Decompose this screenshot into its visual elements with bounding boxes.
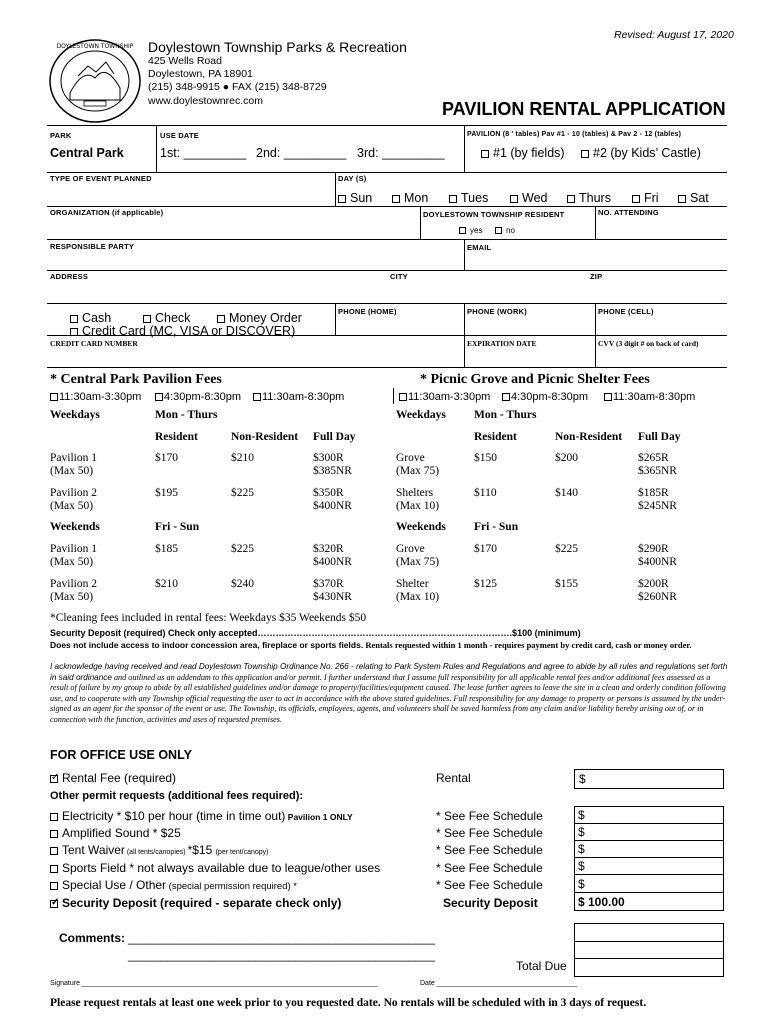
day-fri-label: Fri [644, 191, 659, 205]
row-full-nr: $400NR [313, 500, 352, 512]
access-note [50, 640, 730, 651]
row-nonres: $225 [231, 487, 254, 499]
checkbox-icon [567, 195, 575, 203]
resident-yes-label: yes [470, 226, 483, 235]
checkbox-icon [459, 227, 466, 234]
cvv-label: CVV (3 digit # on back of card) [598, 339, 699, 348]
checkbox-icon [143, 315, 151, 323]
picnic-time-3-label: 11:30am-8:30pm [613, 391, 696, 403]
row-res: $125 [474, 578, 497, 590]
township-seal-logo [48, 38, 142, 124]
page-title: PAVILION RENTAL APPLICATION [442, 99, 726, 119]
special-use-item[interactable] [50, 878, 297, 892]
picnic-time-1[interactable] [399, 391, 490, 403]
central-fullday-header: Full Day [313, 431, 356, 443]
security-amount-field: $ 100.00 [578, 895, 625, 909]
row-res: $110 [474, 487, 497, 499]
access-note-main: Does not include access to indoor concession area, fireplace or sports fields. [50, 640, 364, 650]
total-due-label: Total Due [516, 959, 567, 973]
day-thurs[interactable] [567, 191, 611, 205]
pay-credit-card-label: Credit Card (MC, VISA or DISCOVER) [82, 324, 296, 338]
comments-line-1[interactable]: ______________________________________________ [128, 931, 435, 945]
rental-label: Rental [436, 771, 471, 785]
office-use-title: FOR OFFICE USE ONLY [50, 748, 192, 762]
electricity-item[interactable] [50, 809, 353, 823]
central-time-2-label: 4:30pm-8:30pm [164, 391, 242, 403]
pay-check[interactable] [143, 311, 190, 325]
rental-fee-item[interactable] [50, 771, 176, 785]
picnic-mon-thurs: Mon - Thurs [474, 409, 537, 421]
row-nonres: $210 [231, 452, 254, 464]
signature-field[interactable]: Signature ____________________________________________________________________________ [50, 980, 378, 987]
picnic-time-3[interactable] [604, 391, 695, 403]
tent-waiver-unit: (per tent/canopy) [215, 849, 269, 856]
central-fees-title: * Central Park Pavilion Fees [50, 372, 222, 387]
row-res: $210 [155, 578, 178, 590]
revised-date: Revised: August 17, 2020 [614, 29, 734, 41]
checkbox-icon [70, 315, 78, 323]
resident-label: DOYLESTOWN TOWNSHIP RESIDENT [423, 210, 565, 219]
row-nonres: $140 [555, 487, 578, 499]
phone-home-label: PHONE (HOME) [338, 307, 397, 316]
responsible-party-label: RESPONSIBLE PARTY [50, 242, 135, 251]
security-deposit-right-label: Security Deposit [443, 896, 538, 910]
email-label: EMAIL [467, 243, 492, 252]
electricity-amount-field[interactable]: $ [578, 808, 585, 822]
row-full-nr: $385NR [313, 465, 352, 477]
checkbox-icon [217, 315, 225, 323]
checkbox-icon [253, 393, 261, 401]
picnic-time-2[interactable] [502, 391, 588, 403]
row-nonres: $240 [231, 578, 254, 590]
central-time-1[interactable] [50, 391, 141, 403]
day-tues-label: Tues [461, 191, 489, 205]
checkbox-icon [399, 393, 407, 401]
row-full-nr: $400NR [638, 556, 677, 568]
row-name: Shelter [396, 578, 429, 590]
credit-card-number-label: CREDIT CARD NUMBER [50, 339, 138, 348]
org-phone: (215) 348-9915 ● FAX (215) 348-8729 [148, 81, 327, 93]
row-nonres: $225 [555, 543, 578, 555]
checkbox-icon [481, 150, 489, 158]
pavilion-2-option[interactable] [581, 146, 701, 160]
pavilion-1-label: #1 (by fields) [493, 146, 565, 160]
row-name: Grove [396, 543, 425, 555]
checkbox-icon [70, 328, 78, 336]
resident-yes[interactable] [459, 226, 482, 235]
checkbox-icon [50, 813, 58, 821]
checkbox-icon [502, 393, 510, 401]
row-name: Shelters [396, 487, 434, 499]
row-full-nr: $430NR [313, 591, 352, 603]
row-full-nr: $365NR [638, 465, 677, 477]
acknowledgement-text [50, 662, 730, 726]
checkbox-icon [50, 882, 58, 890]
zip-label: ZIP [590, 272, 603, 281]
day-sun-label: Sun [350, 191, 373, 205]
tent-waiver-note: (all tents/canopies) [124, 849, 188, 856]
checkbox-icon [392, 195, 400, 203]
fee-schedule-sports: * See Fee Schedule [436, 861, 543, 875]
row-res: $170 [155, 452, 178, 464]
day-fri[interactable] [632, 191, 659, 205]
checkbox-icon [495, 227, 502, 234]
row-full-r: $185R [638, 487, 669, 499]
org-street: 425 Wells Road [148, 55, 222, 67]
city-label: CITY [390, 272, 408, 281]
amplified-sound-item[interactable] [50, 826, 181, 840]
acknowledgement-main: I acknowledge having received and read Doylestown Township Ordinance No. 266 - relating to Park System Rules and Regulations and agree to abide by all rules and regulations set forth in said ordinance [50, 662, 728, 682]
day-wed-label: Wed [522, 191, 548, 205]
access-note-payment: Rentals requested within 1 month - requires payment by credit card, cash or money order. [363, 640, 692, 650]
checkbox-icon [449, 195, 457, 203]
row-nonres: $155 [555, 578, 578, 590]
central-mon-thurs: Mon - Thurs [155, 409, 218, 421]
pay-money-order[interactable] [217, 311, 302, 325]
picnic-nonresident-header: Non-Resident [555, 431, 623, 443]
security-deposit-label: Security Deposit (required - separate check only) [62, 896, 342, 910]
day-thurs-label: Thurs [579, 191, 611, 205]
special-amount-field[interactable]: $ [578, 877, 585, 891]
comments-label: Comments: [59, 931, 126, 945]
park-value: Central Park [50, 146, 124, 160]
dollar-sign: $ [579, 772, 586, 786]
checkbox-icon [581, 150, 589, 158]
central-time-2[interactable] [155, 391, 241, 403]
checkbox-icon [510, 195, 518, 203]
sound-amount-field[interactable]: $ [578, 825, 585, 839]
row-res: $195 [155, 487, 178, 499]
tent-amount-field[interactable]: $ [578, 842, 585, 856]
row-full-r: $350R [313, 487, 344, 499]
row-full-nr: $260NR [638, 591, 677, 603]
checkbox-icon [155, 393, 163, 401]
row-cap: (Max 50) [50, 500, 94, 512]
phone-work-label: PHONE (WORK) [467, 307, 527, 316]
cleaning-fees-note: *Cleaning fees included in rental fees: Weekdays $35 Weekends $50 [50, 612, 367, 624]
special-use-label: Special Use / Other [62, 878, 167, 892]
day-sun[interactable] [338, 191, 372, 205]
row-cap: (Max 75) [396, 465, 440, 477]
resident-no[interactable] [495, 226, 515, 235]
row-nonres: $225 [231, 543, 254, 555]
day-mon-label: Mon [404, 191, 429, 205]
central-weekends: Weekends [50, 521, 100, 533]
address-label: ADDRESS [50, 272, 89, 281]
checkbox-icon [338, 195, 346, 203]
row-name: Pavilion 1 [50, 452, 97, 464]
central-weekdays: Weekdays [50, 409, 100, 421]
fee-schedule-sound: * See Fee Schedule [436, 826, 543, 840]
central-nonresident-header: Non-Resident [231, 431, 299, 443]
sports-field-item[interactable] [50, 861, 380, 875]
day-sat-label: Sat [690, 191, 709, 205]
picnic-resident-header: Resident [474, 431, 517, 443]
organization-label: ORGANIZATION (if applicable) [50, 208, 164, 217]
day-sat[interactable] [678, 191, 709, 205]
row-nonres: $200 [555, 452, 578, 464]
row-name: Pavilion 2 [50, 578, 97, 590]
resident-no-label: no [506, 226, 515, 235]
expiration-label: EXPIRATION DATE [467, 339, 537, 348]
picnic-time-1-label: 11:30am-3:30pm [408, 391, 491, 403]
org-city: Doylestown, PA 18901 [148, 68, 253, 80]
row-full-r: $200R [638, 578, 669, 590]
checkbox-icon [678, 195, 686, 203]
picnic-fullday-header: Full Day [638, 431, 681, 443]
phone-cell-label: PHONE (CELL) [598, 307, 654, 316]
row-res: $170 [474, 543, 497, 555]
row-full-r: $265R [638, 452, 669, 464]
row-full-r: $300R [313, 452, 344, 464]
row-name: Pavilion 2 [50, 487, 97, 499]
row-full-nr: $400NR [313, 556, 352, 568]
row-full-r: $370R [313, 578, 344, 590]
central-resident-header: Resident [155, 431, 198, 443]
row-cap: (Max 10) [396, 500, 440, 512]
security-deposit-item[interactable] [50, 896, 341, 910]
row-cap: (Max 10) [396, 591, 440, 603]
central-time-1-label: 11:30am-3:30pm [59, 391, 142, 403]
rental-fee-label: Rental Fee (required) [62, 771, 177, 785]
tent-waiver-label: Tent Waiver [62, 843, 125, 857]
attending-label: NO. ATTENDING [598, 208, 659, 217]
amplified-sound-label: Amplified Sound * $25 [62, 826, 181, 840]
org-website[interactable]: www.doylestownrec.com [148, 95, 263, 107]
fee-schedule-electricity: * See Fee Schedule [436, 809, 543, 823]
pavilion-label: PAVILION (8 ' tables) Pav #1 - 10 (tables) & Pav 2 - 12 (tables) [467, 131, 682, 138]
pavilion-2-label: #2 (by Kids’ Castle) [593, 146, 701, 160]
use-date-3rd[interactable]: 3rd: _________ [357, 146, 445, 160]
electricity-note: Pavilion 1 ONLY [285, 812, 353, 822]
org-name: Doylestown Township Parks & Recreation [148, 39, 407, 55]
row-cap: (Max 50) [50, 556, 94, 568]
use-date-1st[interactable]: 1st: _________ [160, 146, 247, 160]
rental-amount-field[interactable] [574, 769, 724, 789]
pay-cash[interactable] [70, 311, 111, 325]
sports-amount-field[interactable]: $ [578, 859, 585, 873]
checked-checkbox-icon [50, 775, 58, 783]
picnic-weekends: Weekends [396, 521, 446, 533]
row-full-r: $320R [313, 543, 344, 555]
pay-credit-card[interactable] [70, 324, 295, 338]
row-full-nr: $245NR [638, 500, 677, 512]
pay-cash-label: Cash [82, 311, 112, 325]
checkbox-icon [50, 847, 58, 855]
acknowledgement-detail: and outlined as an addendum to this application and/or permit. I further understand that I assume full responsibility for all applicable rental fees and/or additional fees assessed as a result of failure by my group to abide by all established guidelines and/or damage to property/facilities/equipment caused. The lease further agrees to leave the site in a clean and orderly condition following use, and to cooperate with any Township official requesting the user to act in accordance with the above stated guidelines. Full responsibility for any damage to property or persons is assumed by the under-signed as an agent for the sponsor of the event or use. The Township, its officials, employees, agents, and volunteers shall be saved harmless from any claim and/or liability hereby arising out of, or in connection with the function, activities and uses of requested premises. [50, 672, 726, 724]
picnic-weekdays: Weekdays [396, 409, 446, 421]
date-field[interactable]: Date ____________________________________ [420, 980, 577, 987]
pavilion-1-option[interactable] [481, 146, 565, 160]
row-cap: (Max 50) [50, 465, 94, 477]
row-res: $185 [155, 543, 178, 555]
day-wed[interactable] [510, 191, 547, 205]
total-box [574, 923, 724, 977]
checked-checkbox-icon [50, 900, 58, 908]
pay-check-label: Check [155, 311, 191, 325]
day-tues[interactable] [449, 191, 488, 205]
row-cap: (Max 50) [50, 591, 94, 603]
days-label: DAY (S) [338, 174, 367, 183]
row-full-r: $290R [638, 543, 669, 555]
fee-schedule-special: * See Fee Schedule [436, 878, 543, 892]
checkbox-icon [604, 393, 612, 401]
picnic-fri-sun: Fri - Sun [474, 521, 519, 533]
checkbox-icon [50, 865, 58, 873]
checkbox-icon [50, 830, 58, 838]
comments-line-2[interactable]: ______________________________________________ [128, 948, 435, 962]
day-mon[interactable] [392, 191, 428, 205]
picnic-time-2-label: 4:30pm-8:30pm [511, 391, 589, 403]
row-name: Pavilion 1 [50, 543, 97, 555]
central-time-3-label: 11:30am-8:30pm [262, 391, 345, 403]
electricity-label: Electricity * $10 per hour (time in time out) [62, 809, 286, 823]
row-cap: (Max 75) [396, 556, 440, 568]
pay-money-order-label: Money Order [229, 311, 302, 325]
checkbox-icon [50, 393, 58, 401]
fee-schedule-tent: * See Fee Schedule [436, 843, 543, 857]
use-date-2nd[interactable]: 2nd: _________ [256, 146, 347, 160]
row-res: $150 [474, 452, 497, 464]
park-label: PARK [50, 131, 72, 140]
tent-waiver-fee: *$15 [187, 843, 216, 857]
picnic-fees-title: * Picnic Grove and Picnic Shelter Fees [420, 372, 650, 387]
footer-note: Please request rentals at least one week prior to you requested date. No rentals will be scheduled with in 3 days of request. [50, 997, 647, 1009]
checkbox-icon [632, 195, 640, 203]
row-name: Grove [396, 452, 425, 464]
logo-text: DOYLESTOWN TOWNSHIP [56, 43, 134, 50]
use-date-label: USE DATE [160, 131, 199, 140]
special-use-note: (special permission required) * [166, 881, 297, 892]
central-fri-sun: Fri - Sun [155, 521, 200, 533]
tent-waiver-item[interactable] [50, 843, 269, 857]
central-time-3[interactable] [253, 391, 344, 403]
event-type-label: TYPE OF EVENT PLANNED [50, 174, 152, 183]
security-deposit-note: Security Deposit (required) Check only accepted………………………………………………………………………….$100 (minimum) [50, 628, 581, 638]
other-permits-label: Other permit requests (additional fees required): [50, 790, 304, 802]
sports-field-label: Sports Field * not always available due to league/other uses [62, 861, 381, 875]
